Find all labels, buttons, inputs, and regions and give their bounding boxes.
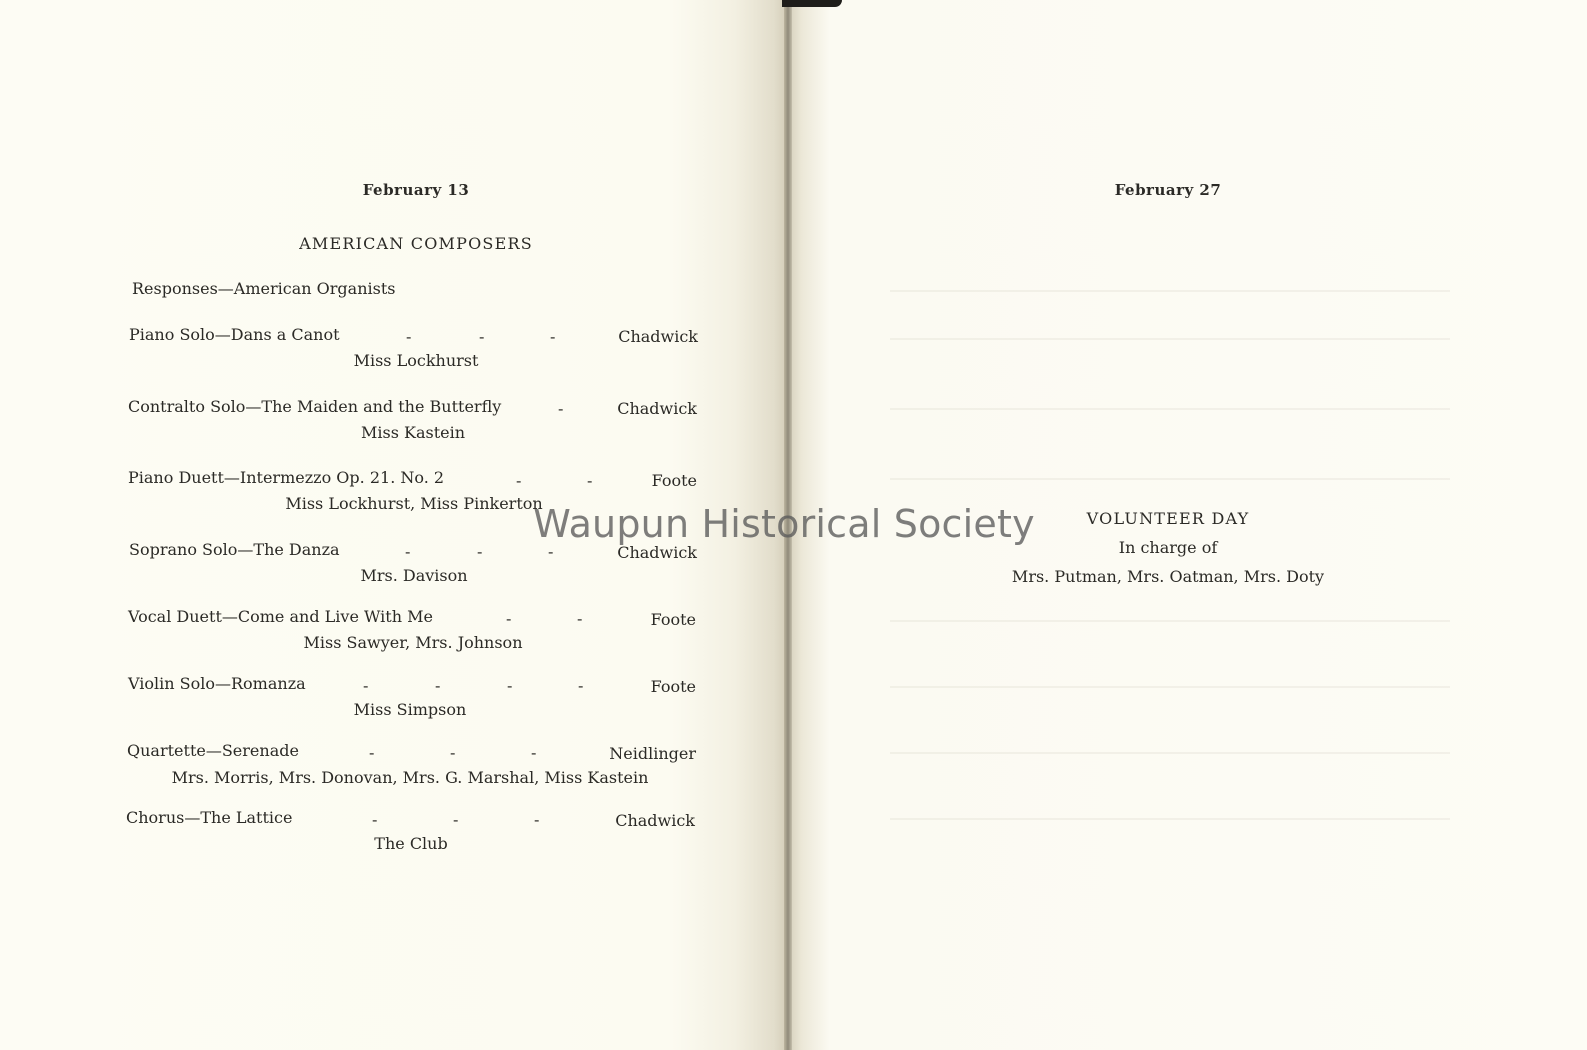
program-performers: Mrs. Davison: [360, 566, 468, 585]
program-piece: Contralto Solo—The Maiden and the Butterfly: [128, 397, 502, 416]
page-edge-shadow: [782, 0, 842, 7]
program-piece: Vocal Duett—Come and Live With Me: [128, 607, 433, 626]
watermark: Waupun Historical Society: [533, 502, 1035, 546]
leader-dash: -: [550, 327, 556, 346]
program-performers: Miss Sawyer, Mrs. Johnson: [303, 633, 523, 652]
leader-dash: -: [450, 743, 456, 762]
leader-dash: -: [531, 743, 537, 762]
leader-dash: -: [372, 810, 378, 829]
right-page-date: February 27: [1114, 181, 1222, 199]
left-page-title: AMERICAN COMPOSERS: [299, 234, 533, 253]
bleed-through-line: [890, 478, 1450, 480]
leader-dash: -: [578, 676, 584, 695]
leader-dash: -: [435, 676, 441, 695]
program-piece: Soprano Solo—The Danza: [129, 540, 340, 559]
program-composer: Foote: [650, 677, 696, 696]
leader-dash: -: [587, 471, 593, 490]
leader-dash: -: [479, 327, 485, 346]
bleed-through-line: [890, 818, 1450, 820]
program-composer: Foote: [650, 610, 696, 629]
bleed-through-line: [890, 290, 1450, 292]
leader-dash: -: [577, 609, 583, 628]
program-piece: Quartette—Serenade: [127, 741, 299, 760]
bleed-through-line: [890, 686, 1450, 688]
bleed-through-line: [890, 338, 1450, 340]
leader-dash: -: [477, 542, 483, 561]
right-page-title: VOLUNTEER DAY: [1086, 509, 1250, 528]
leader-dash: -: [507, 676, 513, 695]
program-performers: Miss Kastein: [360, 423, 466, 442]
leader-dash: -: [534, 810, 540, 829]
program-composer: Chadwick: [618, 327, 698, 346]
program-performers: Miss Simpson: [353, 700, 467, 719]
program-composer: Chadwick: [617, 399, 697, 418]
in-charge-label: In charge of: [1118, 538, 1218, 557]
leader-dash: -: [406, 327, 412, 346]
leader-dash: -: [506, 609, 512, 628]
bleed-through-line: [890, 752, 1450, 754]
program-piece: Piano Solo—Dans a Canot: [129, 325, 340, 344]
program-performers: Mrs. Morris, Mrs. Donovan, Mrs. G. Marshal, Miss Kastein: [171, 768, 649, 787]
responses-line: Responses—American Organists: [132, 279, 396, 298]
program-performers: Miss Lockhurst, Miss Pinkerton: [285, 494, 543, 513]
program-piece: Violin Solo—Romanza: [128, 674, 306, 693]
program-composer: Chadwick: [615, 811, 695, 830]
leader-dash: -: [363, 676, 369, 695]
leader-dash: -: [558, 399, 564, 418]
program-composer: Chadwick: [617, 543, 697, 562]
program-piece: Chorus—The Lattice: [126, 808, 293, 827]
bleed-through-line: [890, 408, 1450, 410]
program-composer: Neidlinger: [609, 744, 696, 763]
leader-dash: -: [516, 471, 522, 490]
left-page-date: February 13: [362, 181, 470, 199]
leader-dash: -: [548, 542, 554, 561]
program-piece: Piano Duett—Intermezzo Op. 21. No. 2: [128, 468, 445, 487]
in-charge-names: Mrs. Putman, Mrs. Oatman, Mrs. Doty: [1011, 567, 1325, 586]
leader-dash: -: [453, 810, 459, 829]
leader-dash: -: [369, 743, 375, 762]
leader-dash: -: [405, 542, 411, 561]
program-performers: The Club: [374, 834, 448, 853]
program-performers: Miss Lockhurst: [353, 351, 479, 370]
bleed-through-line: [890, 620, 1450, 622]
program-composer: Foote: [651, 471, 697, 490]
